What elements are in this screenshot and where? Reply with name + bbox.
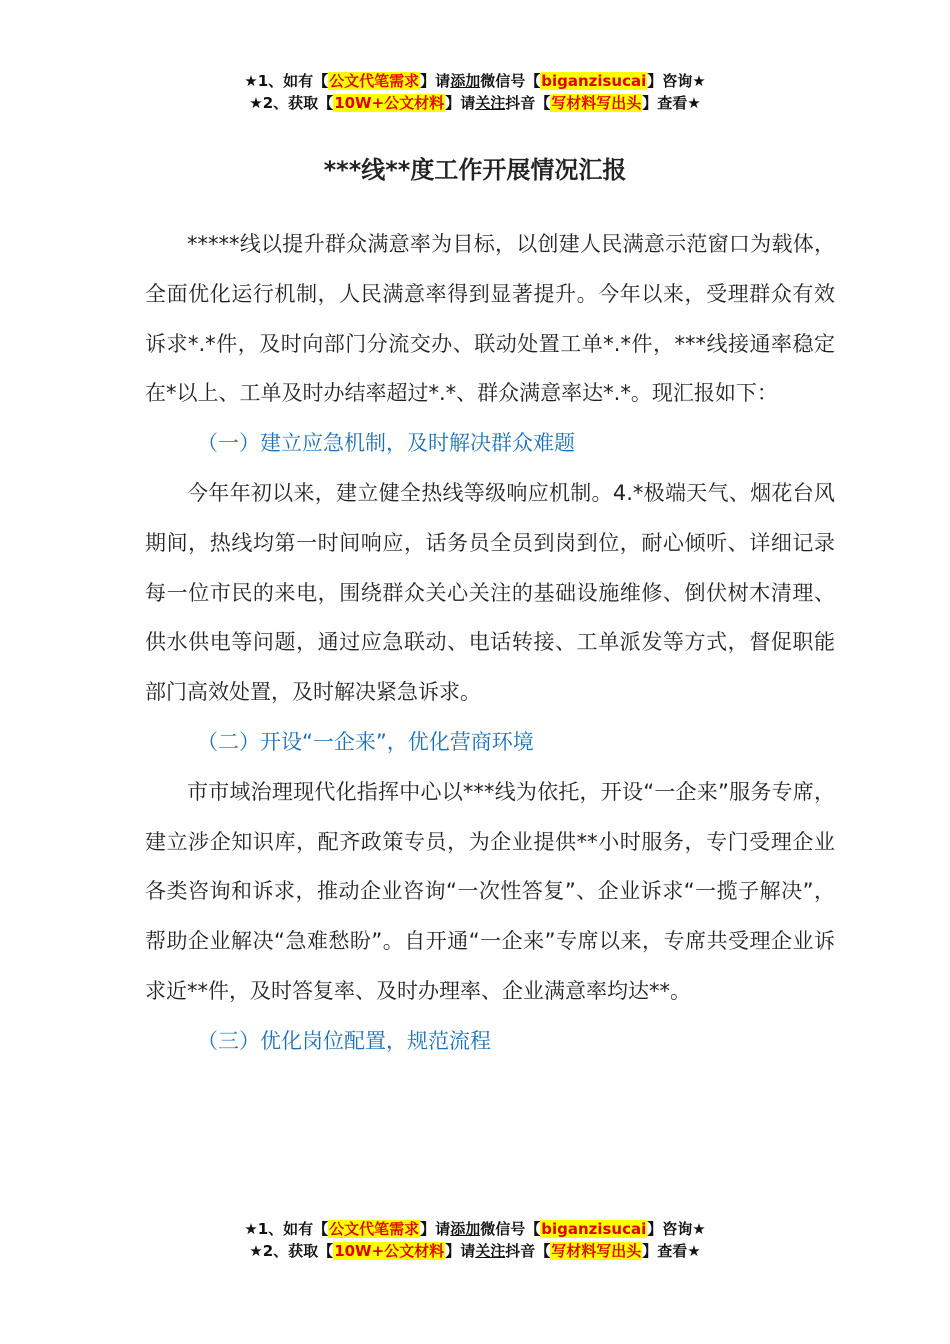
promo-text: 】请 xyxy=(420,1220,451,1238)
promo-line-2 xyxy=(0,92,950,114)
section-paragraph-2: 市市域治理现代化指挥中心以***线为依托，开设“一企来”服务专席，建立涉企知识库，配齐政策专员，为企业提供**小时服务，专门受理企业各类咨询和诉求，推动企业咨询“一次性答复”、企业诉求“一揽子解决”，帮助企业解决“急难愁盼”。自开通“一企来”专席以来，专席共受理企业诉求近**件，及时答复率、及时办理率、企业满意率均达**。 xyxy=(145,779,835,1003)
promo-text: 微信号【 xyxy=(480,1220,541,1238)
promo-highlight: biganzisucai xyxy=(541,1220,647,1238)
promo-underline: 添加 xyxy=(450,72,481,90)
promo-text: ★2、获取【 xyxy=(249,1242,334,1260)
promo-highlight: biganzisucai xyxy=(541,72,647,90)
promo-text: 】查看★ xyxy=(642,1242,701,1260)
promo-text: ★2、获取【 xyxy=(249,94,334,112)
promo-text: 微信号【 xyxy=(480,72,541,90)
promo-underline: 关注 xyxy=(475,1242,506,1260)
section-heading-3: （三）优化岗位配置，规范流程 xyxy=(197,1028,491,1053)
promo-text: 】咨询★ xyxy=(647,1220,706,1238)
promo-highlight: 写材料写出头 xyxy=(551,1242,642,1260)
promo-text: 】咨询★ xyxy=(647,72,706,90)
promo-underline: 关注 xyxy=(475,94,506,112)
intro-paragraph: *****线以提升群众满意率为目标，以创建人民满意示范窗口为载体，全面优化运行机制，人民满意率得到显著提升。今年以来，受理群众有效诉求*.*件，及时向部门分流交办、联动处置工单*.*件，***线接通率稳定在*以上、工单及时办结率超过*.*、群众满意率达*.*。现汇报如下： xyxy=(145,232,835,406)
promo-text: 】查看★ xyxy=(642,94,701,112)
promo-banner-bottom xyxy=(0,1218,950,1262)
promo-highlight: 公文代笔需求 xyxy=(329,72,420,90)
promo-text: 】请 xyxy=(420,72,451,90)
promo-highlight: 写材料写出头 xyxy=(551,94,642,112)
document-title: ***线**度工作开展情况汇报 xyxy=(323,156,627,184)
promo-text: 抖音【 xyxy=(505,94,551,112)
section-heading-2: （二）开设“一企来”，优化营商环境 xyxy=(197,729,534,754)
promo-line-1 xyxy=(0,1218,950,1240)
promo-text: 抖音【 xyxy=(505,1242,551,1260)
promo-underline: 添加 xyxy=(450,1220,481,1238)
section-paragraph-1: 今年年初以来，建立健全热线等级响应机制。4.*极端天气、烟花台风期间，热线均第一时间响应，话务员全员到岗到位，耐心倾听、详细记录每一位市民的来电，围绕群众关心关注的基础设施维修、倒伏树木清理、供水供电等问题，通过应急联动、电话转接、工单派发等方式，督促职能部门高效处置，及时解决紧急诉求。 xyxy=(145,480,835,705)
document-body xyxy=(145,220,835,1067)
promo-highlight: 10W+公文材料 xyxy=(334,94,445,112)
promo-text: 】请 xyxy=(445,1242,476,1260)
promo-banner-top xyxy=(0,70,950,114)
promo-line-2 xyxy=(0,1240,950,1262)
promo-text: 】请 xyxy=(445,94,476,112)
promo-text: ★1、如有【 xyxy=(244,72,329,90)
promo-highlight: 10W+公文材料 xyxy=(334,1242,445,1260)
promo-highlight: 公文代笔需求 xyxy=(329,1220,420,1238)
promo-line-1 xyxy=(0,70,950,92)
section-heading-1: （一）建立应急机制，及时解决群众难题 xyxy=(197,431,575,456)
promo-text: ★1、如有【 xyxy=(244,1220,329,1238)
